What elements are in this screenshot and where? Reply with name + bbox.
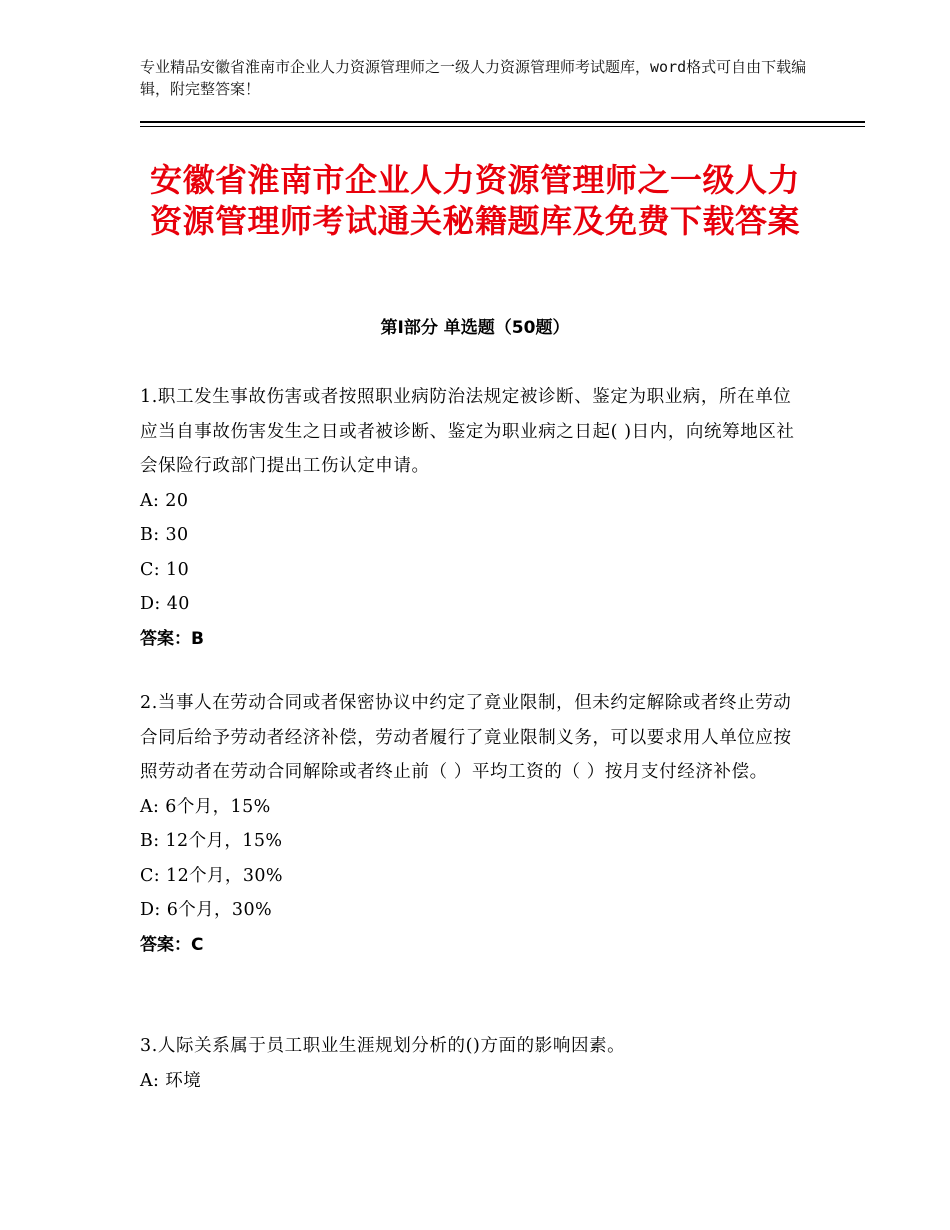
section-heading: 第Ⅰ部分 单选题（50题） bbox=[380, 318, 570, 338]
question-stem: 2.当事人在劳动合同或者保密协议中约定了竟业限制，但未约定解除或者终止劳动合同后给予劳动者经济补偿，劳动者履行了竟业限制义务，可以要求用人单位应按照劳动者在劳动合同解除或者终止前（ ）平均工资的（ ）按月支付经济补偿。 bbox=[140, 693, 792, 782]
answer-label: 答案：B bbox=[140, 628, 204, 649]
option-c: C: 12个月，30% bbox=[140, 865, 283, 886]
answer-label: 答案：C bbox=[140, 934, 204, 955]
question-3 bbox=[140, 1029, 800, 1098]
option-d: D: 6个月，30% bbox=[140, 900, 273, 920]
option-b: B: 30 bbox=[140, 525, 189, 545]
option-c: C: 10 bbox=[140, 559, 190, 580]
option-d: D: 40 bbox=[140, 594, 190, 614]
question-2 bbox=[140, 686, 800, 962]
header-rule-thick bbox=[140, 121, 865, 123]
option-b: B: 12个月，15% bbox=[140, 831, 283, 851]
option-a: A: 环境 bbox=[140, 1070, 202, 1091]
document-title: 安徽省淮南市企业人力资源管理师之一级人力资源管理师考试通关秘籍题库及免费下载答案 bbox=[149, 161, 800, 240]
question-stem: 1.职工发生事故伤害或者按照职业病防治法规定被诊断、鉴定为职业病，所在单位应当自事故伤害发生之日或者被诊断、鉴定为职业病之日起( )日内，向统筹地区社会保险行政部门提出工伤认定申请。 bbox=[140, 387, 795, 476]
question-stem: 3.人际关系属于员工职业生涯规划分析的()方面的影响因素。 bbox=[140, 1036, 626, 1056]
question-1 bbox=[140, 380, 800, 656]
header-rule-thin bbox=[140, 126, 865, 127]
option-a: A: 6个月，15% bbox=[140, 796, 271, 817]
header-note: 专业精品安徽省淮南市企业人力资源管理师之一级人力资源管理师考试题库，word格式可自由下载编辑，附完整答案！ bbox=[140, 58, 807, 98]
option-a: A: 20 bbox=[140, 490, 189, 511]
